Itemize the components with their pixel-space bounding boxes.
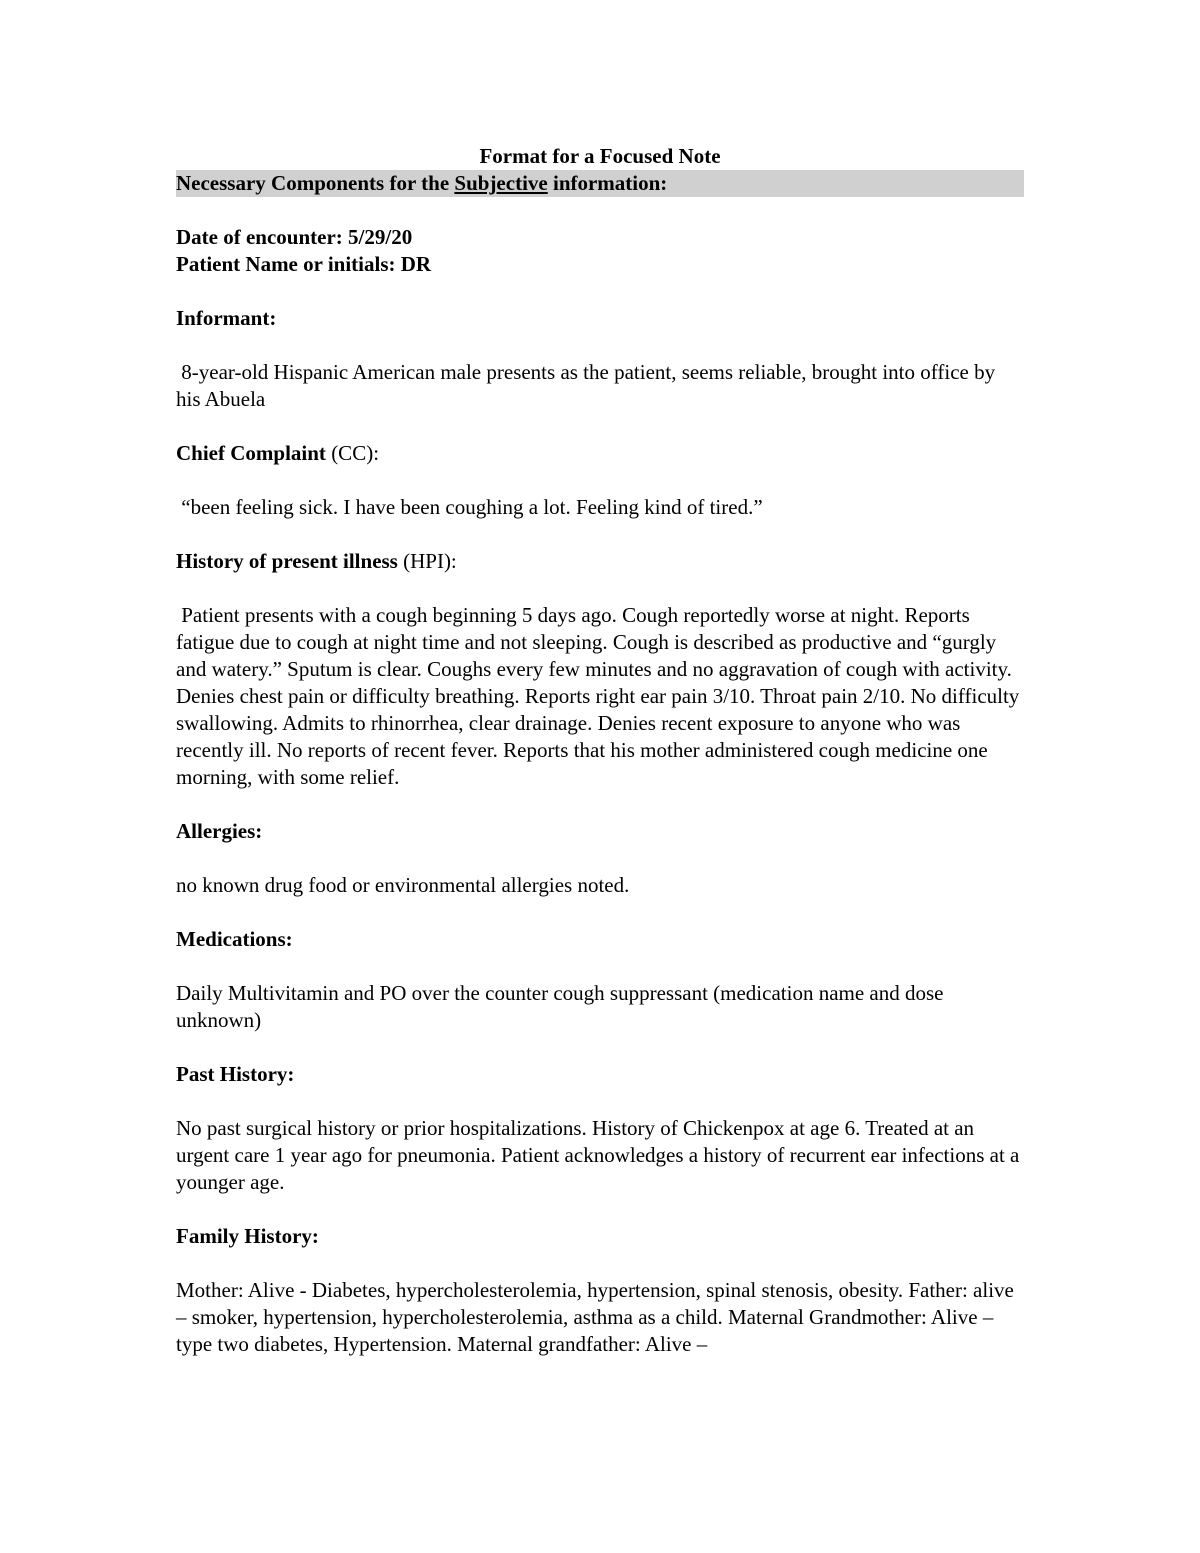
hpi-text: Patient presents with a cough beginning 5 days ago. Cough reportedly worse at night. Reports fatigue due to cough at night time and not sleeping. Cough is described as productive and “gurgly and watery.” Sputum is clear. Coughs every few minutes and no aggravation of cough with activity. Denies chest pain or difficulty breathing. Reports right ear pain 3/10. Throat pain 2/10. No difficulty swallowing. Admits to rhinorrhea, clear drainage. Denies recent exposure to anyone who was recently ill. No reports of recent fever. Reports that his mother administered cough medicine one morning, with some relief. bbox=[176, 603, 1025, 789]
section-header-subjective bbox=[176, 170, 1024, 197]
page-title: Format for a Focused Note bbox=[479, 144, 721, 168]
hpi-heading-line bbox=[176, 548, 1024, 575]
document-body bbox=[176, 143, 1024, 1358]
family-history-heading: Family History: bbox=[176, 1224, 319, 1248]
chief-complaint-suffix: (CC): bbox=[325, 441, 380, 465]
chief-complaint-text: “been feeling sick. I have been coughing a lot. Feeling kind of tired.” bbox=[176, 495, 763, 519]
hpi-suffix: (HPI): bbox=[397, 549, 457, 573]
medications-heading: Medications: bbox=[176, 927, 293, 951]
patient-value: DR bbox=[400, 252, 432, 276]
date-value: 5/29/20 bbox=[348, 225, 413, 249]
informant-heading: Informant: bbox=[176, 306, 277, 330]
section-header-underlined: Subjective bbox=[454, 171, 548, 195]
chief-complaint-heading: Chief Complaint bbox=[176, 441, 326, 465]
family-history-text: Mother: Alive - Diabetes, hypercholesterolemia, hypertension, spinal stenosis, obesity. Father: alive – smoker, hypertension, hypercholesterolemia, asthma as a child. Maternal Grandmother: Alive – type two diabetes, Hypertension. Maternal grandfather: Alive – bbox=[176, 1278, 1014, 1356]
informant-text: 8-year-old Hispanic American male presents as the patient, seems reliable, brought into office by his Abuela bbox=[176, 360, 1001, 411]
chief-complaint-heading-line bbox=[176, 440, 1024, 467]
date-label: Date of encounter: bbox=[176, 225, 343, 249]
patient-label: Patient Name or initials: bbox=[176, 252, 396, 276]
allergies-heading: Allergies: bbox=[176, 819, 263, 843]
hpi-heading: History of present illness bbox=[176, 549, 398, 573]
patient-line bbox=[176, 251, 1024, 278]
past-history-heading: Past History: bbox=[176, 1062, 295, 1086]
medications-text: Daily Multivitamin and PO over the counter cough suppressant (medication name and dose unknown) bbox=[176, 981, 944, 1032]
section-header-prefix: Necessary Components for the bbox=[176, 171, 455, 195]
date-line bbox=[176, 224, 1024, 251]
past-history-text: No past surgical history or prior hospitalizations. History of Chickenpox at age 6. Treated at an urgent care 1 year ago for pneumonia. Patient acknowledges a history of recurrent ear infections at a younger age. bbox=[176, 1116, 1020, 1194]
section-header-suffix: information: bbox=[547, 171, 668, 195]
allergies-text: no known drug food or environmental allergies noted. bbox=[176, 873, 630, 897]
